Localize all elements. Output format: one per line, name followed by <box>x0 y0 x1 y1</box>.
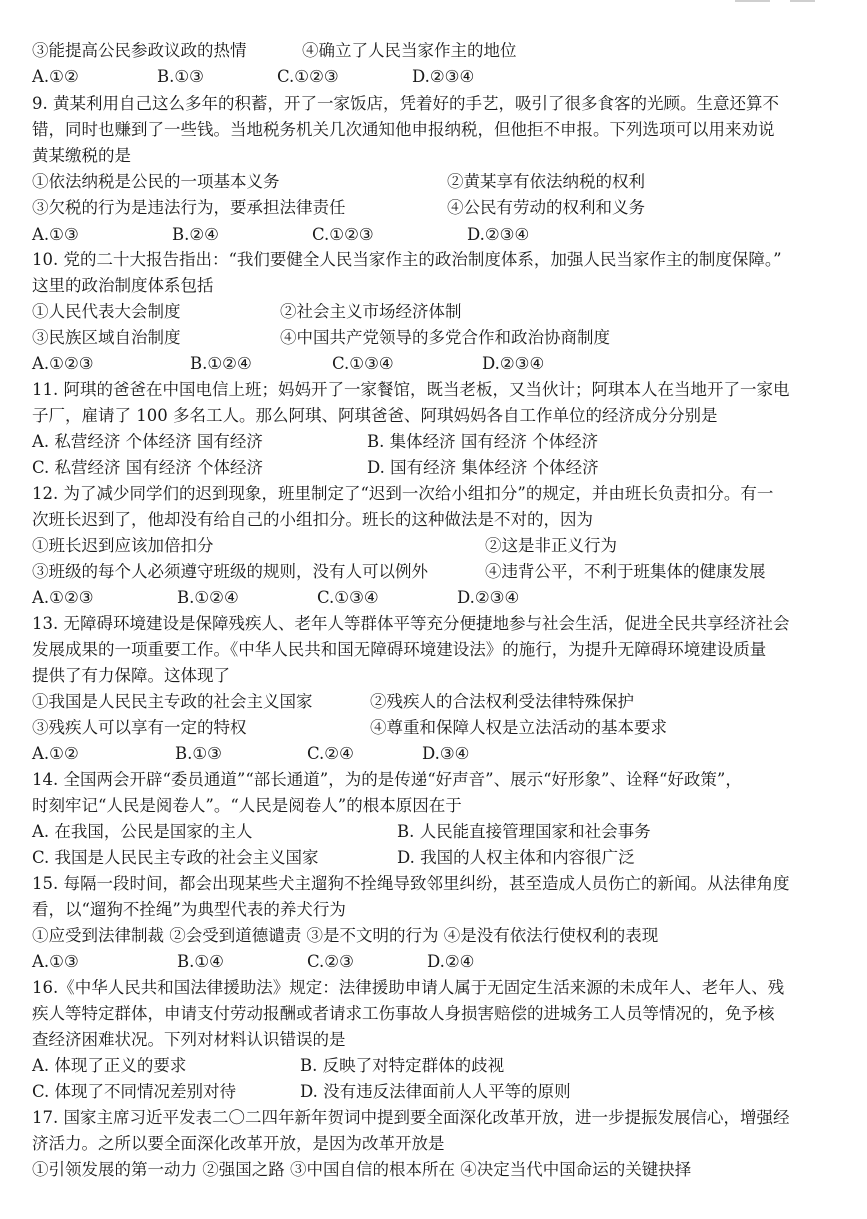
q12-answer-a: A.①②③ <box>32 588 94 607</box>
q10-stem-line: 这里的政治制度体系包括 <box>32 276 214 295</box>
q12-option-1: ①班长迟到应该加倍扣分 <box>32 536 214 555</box>
scan-mark <box>735 0 770 2</box>
q13-answer-d: D.③④ <box>422 744 470 763</box>
q12-option-3: ③班级的每个人必须遵守班级的规则，没有人可以例外 <box>32 562 428 581</box>
q13-option-3: ③残疾人可以享有一定的特权 <box>32 718 247 737</box>
q17-stem-line: 济活力。之所以要全面深化改革开放，是因为改革开放是 <box>32 1134 445 1153</box>
q10-option-2: ②社会主义市场经济体制 <box>280 302 462 321</box>
q10-answer-b: B.①②④ <box>190 354 252 373</box>
q11-option-d: D. 国有经济 集体经济 个体经济 <box>367 458 599 477</box>
q14-stem-line: 14. 全国两会开辟“委员通道”“部长通道”，为的是传递“好声音”、展示“好形象”、诠释“好政策”， <box>32 770 742 789</box>
q11-option-b: B. 集体经济 国有经济 个体经济 <box>367 432 599 451</box>
q9-answer-d: D.②③④ <box>467 225 530 244</box>
q8-answer-a: A.①② <box>32 67 79 86</box>
q10-option-3: ③民族区域自治制度 <box>32 328 181 347</box>
q12-answer-b: B.①②④ <box>177 588 239 607</box>
q9-answer-a: A.①③ <box>32 225 79 244</box>
q16-stem-line: 查经济困难状况。下列对材料认识错误的是 <box>32 1030 346 1049</box>
q11-option-a: A. 私营经济 个体经济 国有经济 <box>32 432 263 451</box>
q13-stem-line: 提供了有力保障。这体现了 <box>32 666 230 685</box>
q9-answer-b: B.②④ <box>172 225 219 244</box>
q13-answer-a: A.①② <box>32 744 79 763</box>
q13-stem-line: 发展成果的一项重要工作。《中华人民共和国无障碍环境建设法》的施行，为提升无障碍环境建设质量 <box>32 640 767 659</box>
q16-option-a: A. 体现了正义的要求 <box>32 1056 187 1075</box>
q14-stem-line: 时刻牢记“人民是阅卷人”。“人民是阅卷人”的根本原因在于 <box>32 796 462 815</box>
q12-stem-line: 12. 为了减少同学们的迟到现象，班里制定了“迟到一次给小组扣分”的规定，并由班长负责扣分。有一 <box>32 484 774 503</box>
q11-stem-line: 子厂，雇请了 100 多名工人。那么阿琪、阿琪爸爸、阿琪妈妈各自工作单位的经济成分分别是 <box>32 406 718 425</box>
q9-answer-c: C.①②③ <box>312 225 374 244</box>
q11-option-c: C. 私营经济 国有经济 个体经济 <box>32 458 264 477</box>
q12-option-4: ④违背公平，不利于班集体的健康发展 <box>485 562 766 581</box>
q12-option-2: ②这是非正义行为 <box>485 536 617 555</box>
q13-answer-c: C.②④ <box>307 744 354 763</box>
q10-answer-a: A.①②③ <box>32 354 94 373</box>
q12-answer-c: C.①③④ <box>317 588 379 607</box>
q15-stem-line: 看，以“遛狗不拴绳”为典型代表的养犬行为 <box>32 900 346 919</box>
q10-option-4: ④中国共产党领导的多党合作和政治协商制度 <box>280 328 610 347</box>
q8-answer-c: C.①②③ <box>277 67 339 86</box>
q17-stem-line: 17. 国家主席习近平发表二〇二四年新年贺词中提到要全面深化改革开放，进一步提振发展信心，增强经 <box>32 1108 790 1127</box>
q10-option-1: ①人民代表大会制度 <box>32 302 181 321</box>
q14-option-a: A. 在我国，公民是国家的主人 <box>32 822 253 841</box>
q13-stem-line: 13. 无障碍环境建设是保障残疾人、老年人等群体平等充分便捷地参与社会生活，促进全民共享经济社会 <box>32 614 790 633</box>
q15-answer-b: B.①④ <box>177 952 224 971</box>
q16-stem-line: 疾人等特定群体，申请支付劳动报酬或者请求工伤事故人身损害赔偿的进城务工人员等情况的，免予核 <box>32 1004 775 1023</box>
q13-option-1: ①我国是人民民主专政的社会主义国家 <box>32 692 313 711</box>
q16-option-c: C. 体现了不同情况差别对待 <box>32 1082 237 1101</box>
q10-answer-c: C.①③④ <box>332 354 394 373</box>
q13-option-2: ②残疾人的合法权利受法律特殊保护 <box>370 692 634 711</box>
q10-answer-d: D.②③④ <box>482 354 545 373</box>
q9-option-2: ②黄某享有依法纳税的权利 <box>447 172 645 191</box>
q9-stem-line: 黄某缴税的是 <box>32 146 131 165</box>
q14-option-b: B. 人民能直接管理国家和社会事务 <box>397 822 651 841</box>
q15-stem-line: 15. 每隔一段时间，都会出现某些犬主遛狗不拴绳导致邻里纠纷，甚至造成人员伤亡的新闻。从法律角度 <box>32 874 790 893</box>
q16-option-b: B. 反映了对特定群体的歧视 <box>300 1056 505 1075</box>
q9-option-4: ④公民有劳动的权利和义务 <box>447 198 645 217</box>
q16-stem-line: 16.《中华人民共和国法律援助法》规定：法律援助申请人属于无固定生活来源的未成年人、老年人、残 <box>32 978 785 997</box>
q8-option-3: ③能提高公民参政议政的热情 <box>32 41 247 60</box>
q16-option-d: D. 没有违反法律面前人人平等的原则 <box>300 1082 571 1101</box>
q15-answer-a: A.①③ <box>32 952 79 971</box>
q13-answer-b: B.①③ <box>175 744 222 763</box>
q15-answer-c: C.②③ <box>307 952 354 971</box>
q8-option-4: ④确立了人民当家作主的地位 <box>302 41 517 60</box>
q15-options: ①应受到法律制裁 ②会受到道德谴责 ③是不文明的行为 ④是没有依法行使权利的表现 <box>32 926 659 945</box>
q9-option-3: ③欠税的行为是违法行为，要承担法律责任 <box>32 198 346 217</box>
q14-option-d: D. 我国的人权主体和内容很广泛 <box>397 848 635 867</box>
q13-option-4: ④尊重和保障人权是立法活动的基本要求 <box>370 718 667 737</box>
q8-answer-b: B.①③ <box>157 67 204 86</box>
q11-stem-line: 11. 阿琪的爸爸在中国电信上班；妈妈开了一家餐馆，既当老板，又当伙计；阿琪本人在当地开了一家电 <box>32 380 790 399</box>
q9-option-1: ①依法纳税是公民的一项基本义务 <box>32 172 280 191</box>
q15-answer-d: D.②④ <box>427 952 475 971</box>
q14-option-c: C. 我国是人民民主专政的社会主义国家 <box>32 848 319 867</box>
q9-stem-line: 9. 黄某利用自己这么多年的积蓄，开了一家饭店，凭着好的手艺，吸引了很多食客的光顾。生意还算不 <box>32 94 779 113</box>
scan-mark <box>790 0 815 2</box>
q17-options: ①引领发展的第一动力 ②强国之路 ③中国自信的根本所在 ④决定当代中国命运的关键抉择 <box>32 1160 692 1179</box>
q12-answer-d: D.②③④ <box>457 588 520 607</box>
q10-stem-line: 10. 党的二十大报告指出：“我们要健全人民当家作主的政治制度体系，加强人民当家作主的制度保障。” <box>32 250 782 269</box>
q12-stem-line: 次班长迟到了，他却没有给自己的小组扣分。班长的这种做法是不对的，因为 <box>32 510 593 529</box>
q9-stem-line: 错，同时也赚到了一些钱。当地税务机关几次通知他申报纳税，但他拒不申报。下列选项可以用来劝说 <box>32 120 775 139</box>
q8-answer-d: D.②③④ <box>412 67 475 86</box>
